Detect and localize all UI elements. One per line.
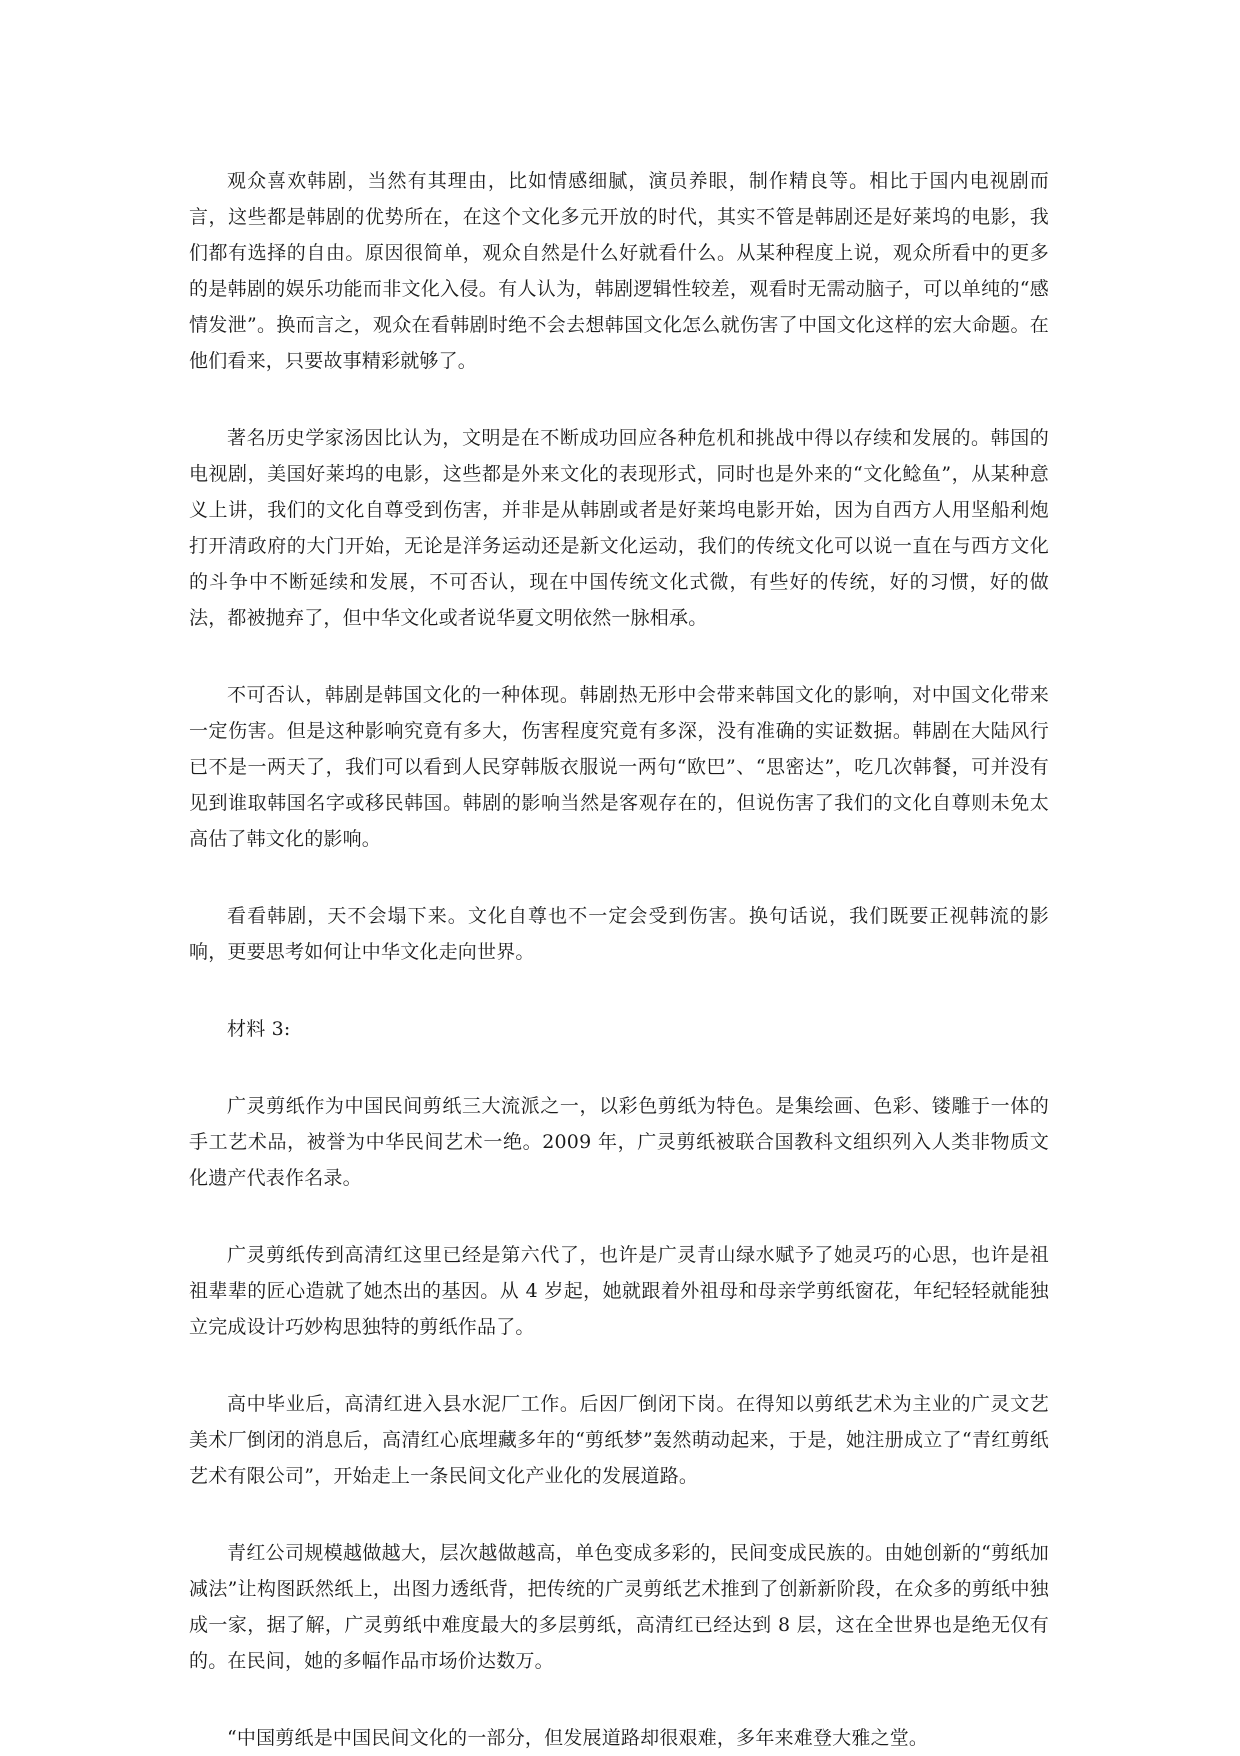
section-label-material-3: 材料 3: [227, 1018, 291, 1040]
document-body [189, 163, 1049, 1756]
paragraph-8: 高中毕业后，高清红进入县水泥厂工作。后因厂倒闭下岗。在得知以剪纸艺术为主业的广灵文艺美术厂倒闭的消息后，高清红心底埋藏多年的“剪纸梦”轰然萌动起来，于是，她注册成立了“青红剪纸艺术有限公司”，开始走上一条民间文化产业化的发展道路。 [189, 1393, 1049, 1487]
paragraph-6: 广灵剪纸作为中国民间剪纸三大流派之一，以彩色剪纸为特色。是集绘画、色彩、镂雕于一体的手工艺术品，被誉为中华民间艺术一绝。2009 年，广灵剪纸被联合国教科文组织列入人类非物质文化遗产代表作名录。 [189, 1095, 1049, 1189]
paragraph-2: 著名历史学家汤因比认为，文明是在不断成功回应各种危机和挑战中得以存续和发展的。韩国的电视剧，美国好莱坞的电影，这些都是外来文化的表现形式，同时也是外来的“文化鲶鱼”，从某种意义上讲，我们的文化自尊受到伤害，并非是从韩剧或者是好莱坞电影开始，因为自西方人用坚船利炮打开清政府的大门开始，无论是洋务运动还是新文化运动，我们的传统文化可以说一直在与西方文化的斗争中不断延续和发展，不可否认，现在中国传统文化式微，有些好的传统，好的习惯，好的做法，都被抛弃了，但中华文化或者说华夏文明依然一脉相承。 [189, 427, 1049, 629]
paragraph-10: “中国剪纸是中国民间文化的一部分，但发展道路却很艰难，多年来难登大雅之堂。 [227, 1727, 929, 1749]
paragraph-9: 青红公司规模越做越大，层次越做越高，单色变成多彩的，民间变成民族的。由她创新的“剪纸加减法”让构图跃然纸上，出图力透纸背，把传统的广灵剪纸艺术推到了创新新阶段，在众多的剪纸中独成一家，据了解，广灵剪纸中难度最大的多层剪纸，高清红已经达到 8 层，这在全世界也是绝无仅有的。在民间，她的多幅作品市场价达数万。 [189, 1542, 1049, 1672]
paragraph-4: 看看韩剧，天不会塌下来。文化自尊也不一定会受到伤害。换句话说，我们既要正视韩流的影响，更要思考如何让中华文化走向世界。 [189, 905, 1049, 963]
paragraph-3: 不可否认，韩剧是韩国文化的一种体现。韩剧热无形中会带来韩国文化的影响，对中国文化带来一定伤害。但是这种影响究竟有多大，伤害程度究竟有多深，没有准确的实证数据。韩剧在大陆风行已不是一两天了，我们可以看到人民穿韩版衣服说一两句“欧巴”、“思密达”，吃几次韩餐，可并没有见到谁取韩国名字或移民韩国。韩剧的影响当然是客观存在的，但说伤害了我们的文化自尊则未免太高估了韩文化的影响。 [189, 684, 1049, 850]
paragraph-7: 广灵剪纸传到高清红这里已经是第六代了，也许是广灵青山绿水赋予了她灵巧的心思，也许是祖祖辈辈的匠心造就了她杰出的基因。从 4 岁起，她就跟着外祖母和母亲学剪纸窗花，年纪轻轻就能独立完成设计巧妙构思独特的剪纸作品了。 [189, 1244, 1049, 1338]
paragraph-1: 观众喜欢韩剧，当然有其理由，比如情感细腻，演员养眼，制作精良等。相比于国内电视剧而言，这些都是韩剧的优势所在，在这个文化多元开放的时代，其实不管是韩剧还是好莱坞的电影，我们都有选择的自由。原因很简单，观众自然是什么好就看什么。从某种程度上说，观众所看中的更多的是韩剧的娱乐功能而非文化入侵。有人认为，韩剧逻辑性较差，观看时无需动脑子，可以单纯的“感情发泄”。换而言之，观众在看韩剧时绝不会去想韩国文化怎么就伤害了中国文化这样的宏大命题。在他们看来，只要故事精彩就够了。 [189, 170, 1049, 372]
